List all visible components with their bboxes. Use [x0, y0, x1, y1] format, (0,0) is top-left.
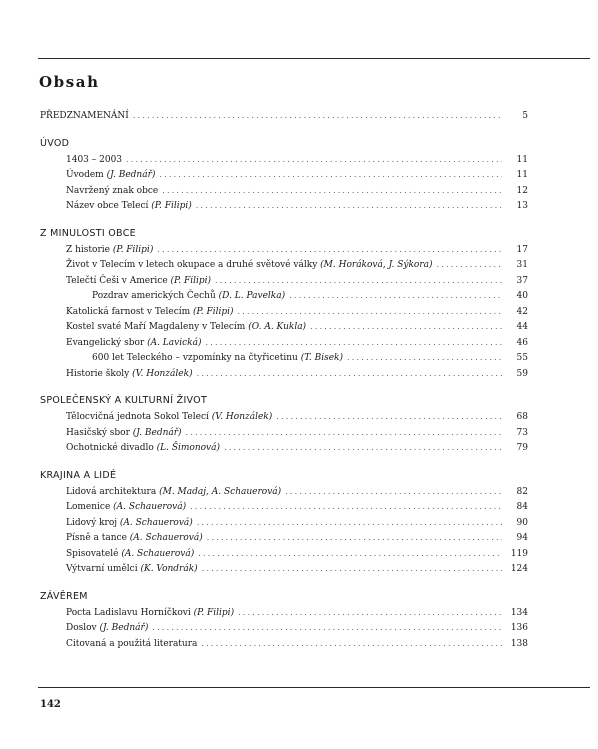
toc-entry[interactable]: [40, 440, 528, 456]
toc-entry-title: [92, 351, 343, 367]
toc-entry[interactable]: [40, 484, 528, 500]
toc-entry-author: (V. Honzálek): [211, 412, 273, 422]
toc-entry-title: [66, 606, 234, 622]
toc-page-number: 42: [516, 306, 528, 317]
toc-entry[interactable]: [40, 515, 528, 531]
dot-leader: [206, 335, 503, 351]
toc-page-number: 134: [510, 607, 528, 618]
toc-entry[interactable]: [40, 530, 528, 546]
toc-entry-title: [92, 289, 285, 305]
dot-leader: [197, 515, 502, 531]
toc-page-number: 79: [516, 443, 528, 453]
toc-page-number: 82: [516, 486, 528, 497]
toc-entry-author: (O. A. Kukla): [248, 322, 307, 332]
toc-page-number: 13: [516, 201, 528, 211]
toc-page-number: 5: [522, 111, 528, 121]
toc-entry[interactable]: [40, 319, 528, 335]
toc-entry-author: (L. Šimonová): [156, 443, 221, 453]
toc-entry-author: (D. L. Pavelka): [218, 291, 286, 301]
dot-leader: [285, 484, 502, 500]
toc-entry-text: Z historie: [66, 244, 110, 255]
toc-page-number: 94: [516, 533, 528, 543]
toc-entry-text: Telečtí Češi v Americe: [66, 275, 168, 286]
toc-page-number: 12: [516, 185, 528, 196]
dot-leader: [224, 440, 502, 456]
toc-entry-text: Katolická farnost v Telecím: [66, 306, 191, 317]
toc-entry-author: (A. Schauerová): [129, 533, 203, 543]
toc-entry-text: Spisovatelé: [66, 548, 119, 559]
toc-entry-author: (A. Lavická): [147, 337, 202, 348]
toc-page-number: 46: [516, 337, 528, 348]
dot-leader: [196, 198, 502, 214]
toc-section: [40, 226, 528, 382]
toc-entry-author: (A. Schauerová): [121, 548, 195, 559]
toc-entry-text: Ochotnické divadlo: [66, 443, 154, 453]
toc-entry[interactable]: [40, 304, 528, 320]
toc-page-number: 44: [516, 322, 528, 332]
toc-entry-title: [66, 562, 198, 578]
toc-entry-text: 1403 – 2003: [66, 154, 123, 165]
toc-section: [40, 468, 528, 577]
toc-entry-text: Název obce Telecí: [66, 201, 149, 211]
toc-entry-text: Evangelický sbor: [66, 337, 145, 348]
toc-entry[interactable]: [40, 183, 528, 199]
toc-entry[interactable]: [40, 288, 528, 304]
toc-entry-author: (P. Filipi): [151, 201, 192, 211]
toc-section: [40, 136, 528, 214]
dot-leader: [201, 636, 502, 652]
toc-page-number: 11: [516, 170, 528, 180]
toc-entry-author: (T. Bisek): [300, 353, 344, 363]
toc-entry[interactable]: [40, 366, 528, 382]
toc-page-number: 59: [516, 368, 528, 379]
dot-leader: [198, 546, 502, 562]
toc-entry-author: (J. Bednář): [99, 623, 149, 633]
toc-page-number: 17: [516, 244, 528, 255]
toc-entry-text: Citovaná a použitá literatura: [66, 638, 198, 649]
toc-entry-title: [40, 109, 129, 125]
toc-entry-author: (P. Filipi): [193, 306, 234, 317]
toc-page-number: 73: [516, 427, 528, 438]
dot-leader: [238, 605, 502, 621]
toc-entry-author: (A. Schauerová): [113, 502, 187, 512]
toc-entry-title: [66, 243, 153, 259]
toc-entry-author: (M. Madaj, A. Schauerová): [159, 486, 282, 497]
toc-page-number: 55: [516, 353, 528, 363]
dot-leader: [186, 425, 502, 441]
toc-entry[interactable]: [40, 242, 528, 258]
toc-section-heading: KRAJINA A LIDÉ: [40, 469, 117, 481]
toc-section: [40, 108, 528, 124]
toc-entry-text: Život v Telecím v letech okupace a druhé světové války: [66, 260, 318, 270]
dot-leader: [197, 366, 502, 382]
top-rule: [38, 58, 590, 59]
toc-entry-text: Navržený znak obce: [66, 185, 159, 196]
toc-entry-text: Písně a tance: [66, 533, 127, 543]
toc-entry-title: [66, 199, 192, 215]
toc-page-number: 119: [510, 548, 528, 559]
toc-page-number: 68: [516, 412, 528, 422]
toc-page-number: 136: [510, 623, 528, 633]
toc-entry-title: [66, 531, 203, 547]
toc-entry[interactable]: [40, 335, 528, 351]
toc-entry-title: [66, 184, 158, 200]
bottom-rule: [38, 687, 590, 688]
toc-entry[interactable]: [40, 561, 528, 577]
toc-entry-title: [66, 637, 197, 653]
toc-page-number: 138: [510, 638, 528, 649]
toc-entry-text: Pocta Ladislavu Horníčkovi: [66, 607, 191, 618]
table-of-contents: [40, 108, 528, 663]
toc-entry-author: (J. Bednář): [106, 170, 156, 180]
toc-section-heading: ZÁVĚREM: [40, 590, 88, 602]
toc-entry[interactable]: [40, 546, 528, 562]
dot-leader: [289, 288, 502, 304]
toc-entry-text: Tělocvičná jednota Sokol Telecí: [66, 412, 209, 422]
toc-entry-title: [66, 168, 155, 184]
toc-entry[interactable]: [40, 605, 528, 621]
dot-leader: [310, 319, 502, 335]
dot-leader: [133, 108, 502, 124]
toc-page-number: 31: [516, 260, 528, 270]
toc-entry-author: (V. Honzálek): [132, 368, 193, 379]
toc-page-number: 124: [510, 564, 528, 574]
toc-entry-title: [66, 621, 148, 637]
toc-section-heading: ÚVOD: [40, 137, 70, 149]
toc-entry[interactable]: [40, 257, 528, 273]
toc-entry-text: Doslov: [66, 623, 97, 633]
toc-section: [40, 589, 528, 652]
toc-entry-title: [66, 153, 122, 169]
toc-entry-text: Lidová architektura: [66, 486, 157, 497]
toc-entry-text: Hasičský sbor: [66, 427, 130, 438]
toc-entry-author: (J. Bednář): [132, 427, 182, 438]
toc-entry-title: [66, 258, 433, 274]
toc-page-number: 90: [516, 517, 528, 528]
toc-entry-author: (P. Filipi): [193, 607, 235, 618]
toc-entry[interactable]: [40, 167, 528, 183]
toc-entry-text: Lidový kroj: [66, 517, 118, 528]
toc-entry-title: [66, 367, 193, 383]
dot-leader: [238, 304, 502, 320]
toc-entry[interactable]: [40, 152, 528, 168]
toc-entry-title: [66, 274, 211, 290]
toc-entry-title: [66, 500, 186, 516]
toc-entry-text: PŘEDZNAMENÁNÍ: [40, 111, 129, 121]
toc-entry[interactable]: [40, 499, 528, 515]
toc-entry-text: Výtvarní umělci: [66, 564, 138, 574]
toc-entry-text: Lomenice: [66, 502, 111, 512]
dot-leader: [159, 167, 502, 183]
dot-leader: [207, 530, 502, 546]
toc-entry-author: (P. Filipi): [170, 275, 212, 286]
page-title: Obsah: [39, 73, 100, 91]
toc-entry-text: Pozdrav amerických Čechů: [92, 291, 216, 301]
toc-section-heading: Z MINULOSTI OBCE: [40, 227, 136, 239]
toc-entry[interactable]: [40, 108, 528, 124]
toc-entry[interactable]: [40, 273, 528, 289]
toc-entry-text: Historie školy: [66, 368, 130, 379]
toc-entry[interactable]: [40, 198, 528, 214]
toc-entry[interactable]: [40, 620, 528, 636]
dot-leader: [126, 152, 502, 168]
toc-entry-title: [66, 426, 182, 442]
toc-entry-title: [66, 305, 234, 321]
toc-entry-title: [66, 516, 193, 532]
toc-entry[interactable]: [40, 409, 528, 425]
toc-entry-title: [66, 410, 272, 426]
dot-leader: [157, 242, 502, 258]
toc-entry-text: Kostel svaté Maří Magdaleny v Telecím: [66, 322, 246, 332]
dot-leader: [152, 620, 502, 636]
toc-entry-title: [66, 441, 220, 457]
toc-page-number: 84: [516, 502, 528, 512]
toc-entry-title: [66, 547, 194, 563]
page-number: 142: [40, 699, 61, 710]
dot-leader: [215, 273, 502, 289]
toc-entry-title: [66, 336, 202, 352]
toc-page-number: 37: [516, 275, 528, 286]
toc-entry-title: [66, 485, 281, 501]
toc-entry-text: Úvodem: [66, 170, 104, 180]
toc-entry-author: (K. Vondrák): [140, 564, 198, 574]
toc-page-number: 40: [516, 291, 528, 301]
toc-entry-author: (A. Schauerová): [119, 517, 193, 528]
dot-leader: [437, 257, 502, 273]
dot-leader: [347, 350, 502, 366]
toc-section-heading: SPOLEČENSKÝ A KULTURNÍ ŽIVOT: [40, 395, 208, 406]
dot-leader: [190, 499, 502, 515]
toc-entry[interactable]: [40, 636, 528, 652]
toc-section: [40, 393, 528, 456]
toc-entry[interactable]: [40, 350, 528, 366]
toc-entry-text: 600 let Teleckého – vzpomínky na čtyřicetinu: [92, 353, 298, 363]
toc-entry-author: (M. Horáková, J. Sýkora): [320, 260, 433, 270]
dot-leader: [276, 409, 502, 425]
toc-page-number: 11: [516, 154, 528, 165]
toc-entry[interactable]: [40, 425, 528, 441]
dot-leader: [162, 183, 502, 199]
dot-leader: [202, 561, 502, 577]
toc-entry-author: (P. Filipi): [112, 244, 154, 255]
toc-entry-title: [66, 320, 306, 336]
